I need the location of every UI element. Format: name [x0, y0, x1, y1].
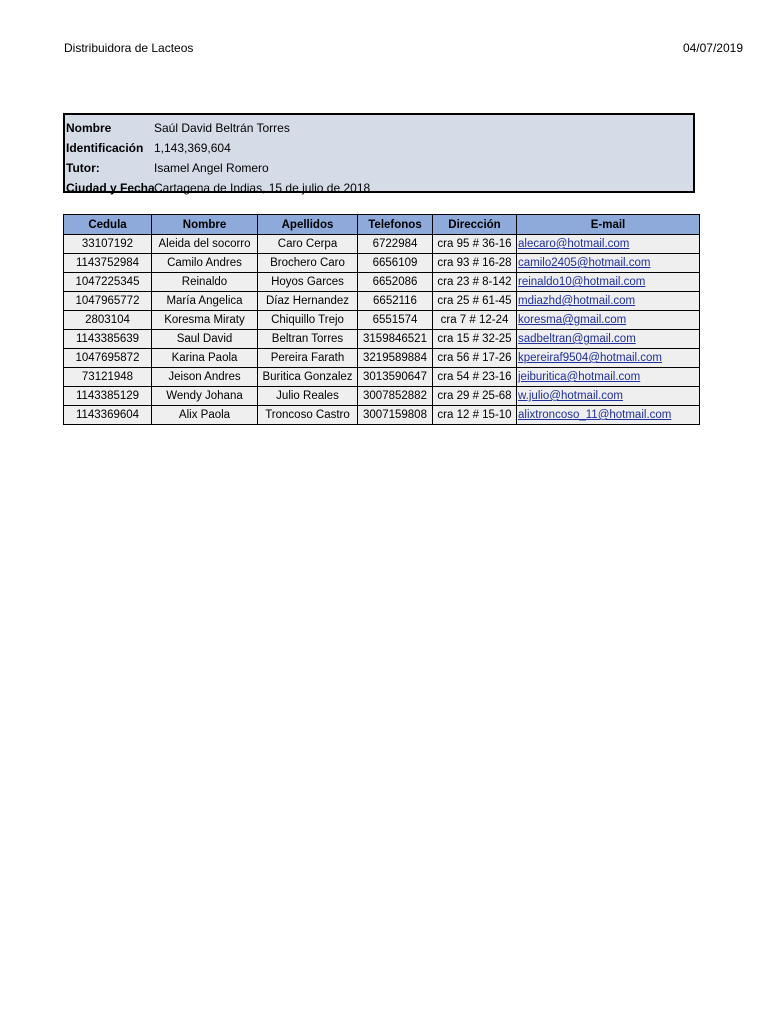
telefono-cell: 6652116: [358, 292, 433, 311]
column-header-email: E-mail: [517, 215, 700, 235]
table-header-row: [64, 215, 700, 235]
cedula-cell: 33107192: [64, 235, 152, 254]
email-cell: [517, 406, 700, 425]
cedula-cell: 2803104: [64, 311, 152, 330]
info-label: Tutor:: [66, 161, 100, 175]
direccion-cell: cra 54 # 23-16: [433, 368, 517, 387]
cedula-cell: 1047965772: [64, 292, 152, 311]
nombre-cell: Aleida del socorro: [152, 235, 258, 254]
table-row: [64, 349, 700, 368]
email-cell: [517, 387, 700, 406]
cedula-cell: 1047695872: [64, 349, 152, 368]
apellidos-cell: Chiquillo Trejo: [258, 311, 358, 330]
email-cell: [517, 349, 700, 368]
email-link[interactable]: mdiazhd@hotmail.com: [518, 295, 636, 307]
apellidos-cell: Buritica Gonzalez: [258, 368, 358, 387]
info-row-tutor: [65, 159, 693, 179]
telefono-cell: 6551574: [358, 311, 433, 330]
info-value: Cartagena de Indias, 15 de julio de 2018: [154, 181, 371, 195]
nombre-cell: Camilo Andres: [152, 254, 258, 273]
apellidos-cell: Beltran Torres: [258, 330, 358, 349]
info-value: Saúl David Beltrán Torres: [154, 121, 290, 135]
email-link[interactable]: camilo2405@hotmail.com: [518, 257, 651, 269]
direccion-cell: cra 25 # 61-45: [433, 292, 517, 311]
cedula-cell: 1047225345: [64, 273, 152, 292]
telefono-cell: 6722984: [358, 235, 433, 254]
nombre-cell: Alix Paola: [152, 406, 258, 425]
column-header-direccion: Dirección: [433, 215, 517, 235]
table-row: [64, 406, 700, 425]
telefono-cell: 6656109: [358, 254, 433, 273]
email-cell: [517, 292, 700, 311]
apellidos-cell: Pereira Farath: [258, 349, 358, 368]
email-link[interactable]: kpereiraf9504@hotmail.com: [518, 352, 662, 364]
table-row: [64, 311, 700, 330]
direccion-cell: cra 93 # 16-28: [433, 254, 517, 273]
email-cell: [517, 330, 700, 349]
info-row-nombre: [65, 119, 693, 139]
direccion-cell: cra 7 # 12-24: [433, 311, 517, 330]
company-name: Distribuidora de Lacteos: [64, 41, 194, 55]
info-label: Identificación: [66, 141, 144, 155]
table-row: [64, 330, 700, 349]
email-link[interactable]: alixtroncoso_11@hotmail.com: [518, 409, 672, 421]
info-row-ciudad-fecha: [65, 179, 693, 199]
email-link[interactable]: alecaro@hotmail.com: [518, 238, 630, 250]
nombre-cell: Reinaldo: [152, 273, 258, 292]
cedula-cell: 73121948: [64, 368, 152, 387]
column-header-apellidos: Apellidos: [258, 215, 358, 235]
table-row: [64, 254, 700, 273]
direccion-cell: cra 12 # 15-10: [433, 406, 517, 425]
email-link[interactable]: w.julio@hotmail.com: [518, 390, 623, 402]
table-row: [64, 292, 700, 311]
column-header-nombre: Nombre: [152, 215, 258, 235]
cedula-cell: 1143385639: [64, 330, 152, 349]
document-date: 04/07/2019: [682, 41, 743, 55]
cedula-cell: 1143752984: [64, 254, 152, 273]
info-label: Ciudad y Fecha: [66, 181, 155, 195]
student-info-box: [63, 113, 695, 193]
info-value: Isamel Angel Romero: [154, 161, 269, 175]
direccion-cell: cra 15 # 32-25: [433, 330, 517, 349]
nombre-cell: Wendy Johana: [152, 387, 258, 406]
nombre-cell: Jeison Andres: [152, 368, 258, 387]
table-row: [64, 235, 700, 254]
direccion-cell: cra 95 # 36-16: [433, 235, 517, 254]
telefono-cell: 3013590647: [358, 368, 433, 387]
email-cell: [517, 311, 700, 330]
cedula-cell: 1143385129: [64, 387, 152, 406]
apellidos-cell: Julio Reales: [258, 387, 358, 406]
telefono-cell: 3219589884: [358, 349, 433, 368]
info-row-identificacion: [65, 139, 693, 159]
email-cell: [517, 235, 700, 254]
telefono-cell: 3159846521: [358, 330, 433, 349]
direccion-cell: cra 56 # 17-26: [433, 349, 517, 368]
telefono-cell: 3007159808: [358, 406, 433, 425]
apellidos-cell: Troncoso Castro: [258, 406, 358, 425]
email-cell: [517, 368, 700, 387]
email-link[interactable]: koresma@gmail.com: [518, 314, 627, 326]
email-cell: [517, 273, 700, 292]
nombre-cell: Karina Paola: [152, 349, 258, 368]
telefono-cell: 6652086: [358, 273, 433, 292]
column-header-telefonos: Telefonos: [358, 215, 433, 235]
nombre-cell: María Angelica: [152, 292, 258, 311]
email-link[interactable]: reinaldo10@hotmail.com: [518, 276, 646, 288]
info-label: Nombre: [66, 121, 112, 135]
email-cell: [517, 254, 700, 273]
contacts-table: [63, 214, 700, 425]
info-value: 1,143,369,604: [154, 141, 231, 155]
table-row: [64, 273, 700, 292]
apellidos-cell: Brochero Caro: [258, 254, 358, 273]
email-link[interactable]: sadbeltran@gmail.com: [518, 333, 636, 345]
cedula-cell: 1143369604: [64, 406, 152, 425]
email-link[interactable]: jeiburitica@hotmail.com: [518, 371, 641, 383]
nombre-cell: Koresma Miraty: [152, 311, 258, 330]
table-row: [64, 387, 700, 406]
column-header-cedula: Cedula: [64, 215, 152, 235]
nombre-cell: Saul David: [152, 330, 258, 349]
direccion-cell: cra 23 # 8-142: [433, 273, 517, 292]
apellidos-cell: Hoyos Garces: [258, 273, 358, 292]
table-row: [64, 368, 700, 387]
apellidos-cell: Díaz Hernandez: [258, 292, 358, 311]
telefono-cell: 3007852882: [358, 387, 433, 406]
direccion-cell: cra 29 # 25-68: [433, 387, 517, 406]
apellidos-cell: Caro Cerpa: [258, 235, 358, 254]
